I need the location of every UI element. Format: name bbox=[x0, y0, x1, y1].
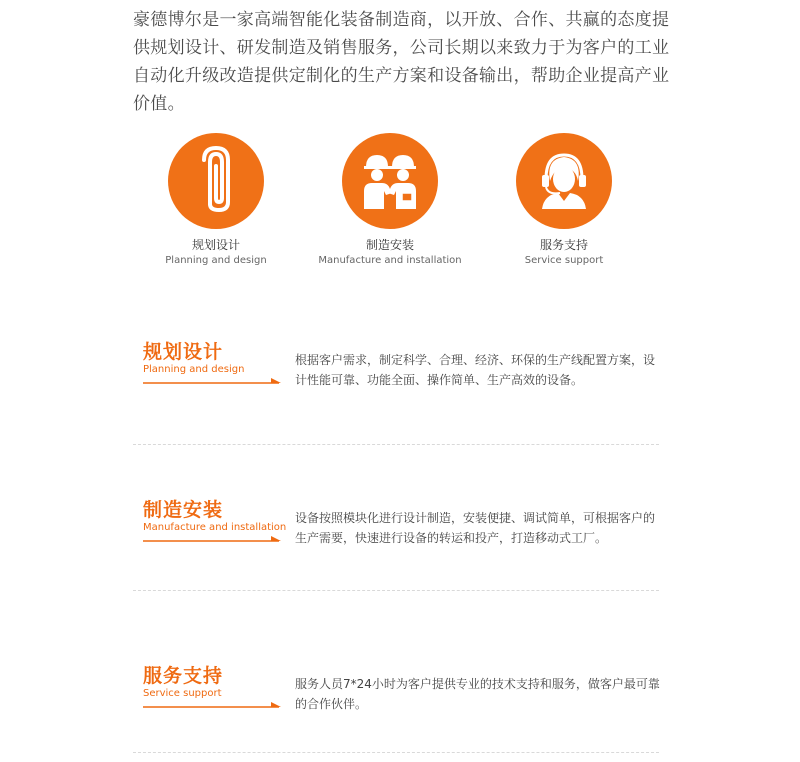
feature-name-en: Planning and design bbox=[165, 255, 267, 266]
headset-support-icon bbox=[516, 133, 612, 229]
paperclip-icon bbox=[168, 133, 264, 229]
arrow-underline-icon bbox=[143, 535, 283, 543]
arrow-underline-icon bbox=[143, 701, 283, 709]
feature-name: 制造安装 bbox=[365, 238, 414, 252]
section-subtitle: Manufacture and installation bbox=[143, 522, 287, 533]
arrow-underline-icon bbox=[143, 377, 283, 385]
feature-name: 规划设计 bbox=[191, 238, 240, 252]
section-subtitle: Service support bbox=[143, 688, 222, 699]
section-description: 根据客户需求，制定科学、合理、经济、环保的生产线配置方案，设计性能可靠、功能全面、操作简单、生产高效的设备。 bbox=[295, 353, 656, 387]
feature-name-en: Manufacture and installation bbox=[318, 255, 462, 266]
section-subtitle: Planning and design bbox=[143, 364, 245, 375]
divider bbox=[133, 752, 659, 753]
section-description: 设备按照模块化进行设计制造，安装便捷、调试简单，可根据客户的生产需要，快速进行设备的转运和投产，打造移动式工厂。 bbox=[295, 511, 656, 545]
feature-service bbox=[444, 133, 684, 268]
section-heading bbox=[143, 665, 288, 709]
divider bbox=[133, 590, 659, 591]
section-title: 制造安装 bbox=[143, 499, 224, 521]
workers-handshake-icon bbox=[342, 133, 438, 229]
feature-name-en: Service support bbox=[524, 255, 604, 266]
section-title: 服务支持 bbox=[143, 665, 224, 687]
section-title: 规划设计 bbox=[143, 341, 224, 363]
section-description: 服务人员7*24小时为客户提供专业的技术支持和服务，做客户最可靠的合作伙伴。 bbox=[295, 677, 660, 711]
feature-name: 服务支持 bbox=[539, 238, 588, 252]
section-heading bbox=[143, 341, 288, 385]
intro-paragraph: 豪德博尔是一家高端智能化装备制造商，以开放、合作、共赢的态度提供规划设计、研发制造及销售服务，公司长期以来致力于为客户的工业自动化升级改造提供定制化的生产方案和设备输出，帮助企业提高产业价值。 bbox=[133, 10, 670, 114]
divider bbox=[133, 444, 659, 445]
section-heading bbox=[143, 499, 288, 543]
